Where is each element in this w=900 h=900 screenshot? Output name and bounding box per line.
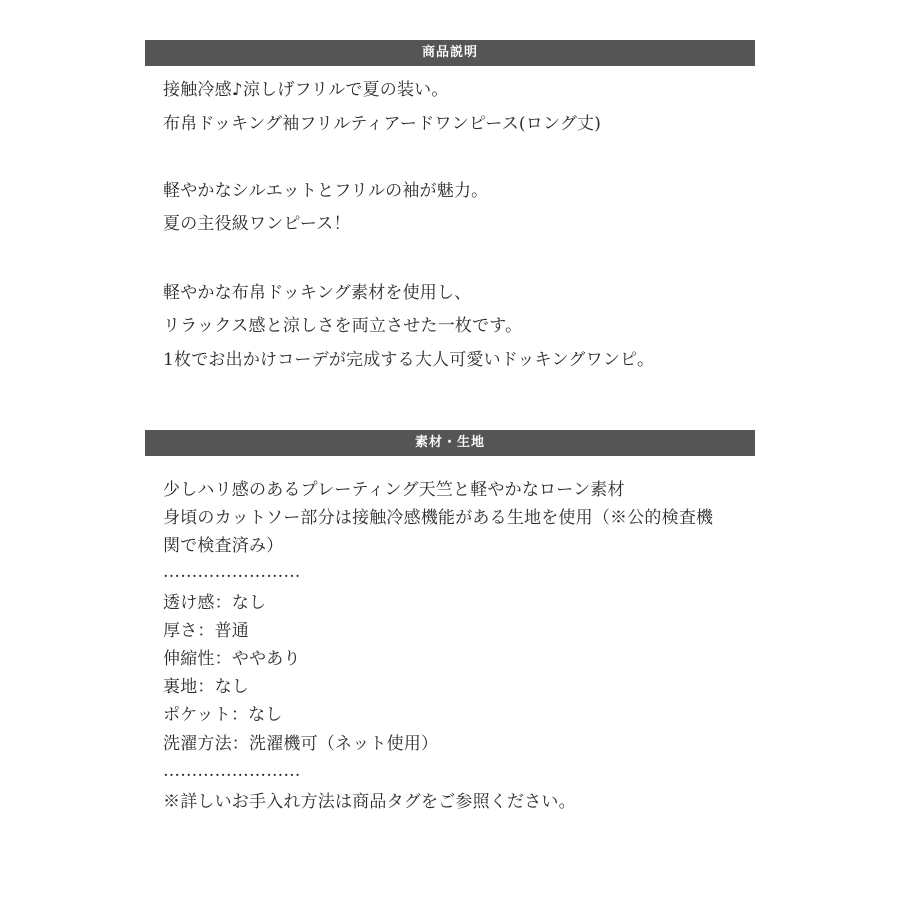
spec-stretch: 伸縮性：ややあり xyxy=(163,649,301,669)
spec-washing: 洗濯方法：洗濯機可（ネット使用） xyxy=(163,734,439,754)
spec-transparency: 透け感：なし xyxy=(163,593,267,613)
care-note: ※詳しいお手入れ方法は商品タグをご参照ください。 xyxy=(163,792,576,812)
description-line: 軽やかなシルエットとフリルの袖が魅力。 xyxy=(163,181,489,201)
spec-lining: 裏地：なし xyxy=(163,677,249,697)
spec-pocket: ポケット：なし xyxy=(163,705,283,725)
description-line: 軽やかな布帛ドッキング素材を使用し、 xyxy=(163,283,472,303)
dotted-divider: …………………… xyxy=(163,562,301,582)
product-description-header: 商品説明 xyxy=(145,40,755,66)
material-line: 身頃のカットソー部分は接触冷感機能がある生地を使用（※公的検査機 xyxy=(163,508,714,528)
spec-thickness: 厚さ：普通 xyxy=(163,621,249,641)
description-line: 布帛ドッキング袖フリルティアードワンピース(ロング丈) xyxy=(163,114,602,134)
description-line: 接触冷感♪涼しげフリルで夏の装い。 xyxy=(163,80,449,100)
description-line: リラックス感と涼しさを両立させた一枚です。 xyxy=(163,316,523,336)
description-line: 1枚でお出かけコーデが完成する大人可愛いドッキングワンピ。 xyxy=(163,350,655,370)
dotted-divider: …………………… xyxy=(163,761,301,781)
description-line: 夏の主役級ワンピース！ xyxy=(163,214,351,234)
material-line: 少しハリ感のあるプレーティング天竺と軽やかなローン素材 xyxy=(163,480,625,500)
material-fabric-header: 素材・生地 xyxy=(145,430,755,456)
material-line: 関で検査済み） xyxy=(163,536,284,556)
